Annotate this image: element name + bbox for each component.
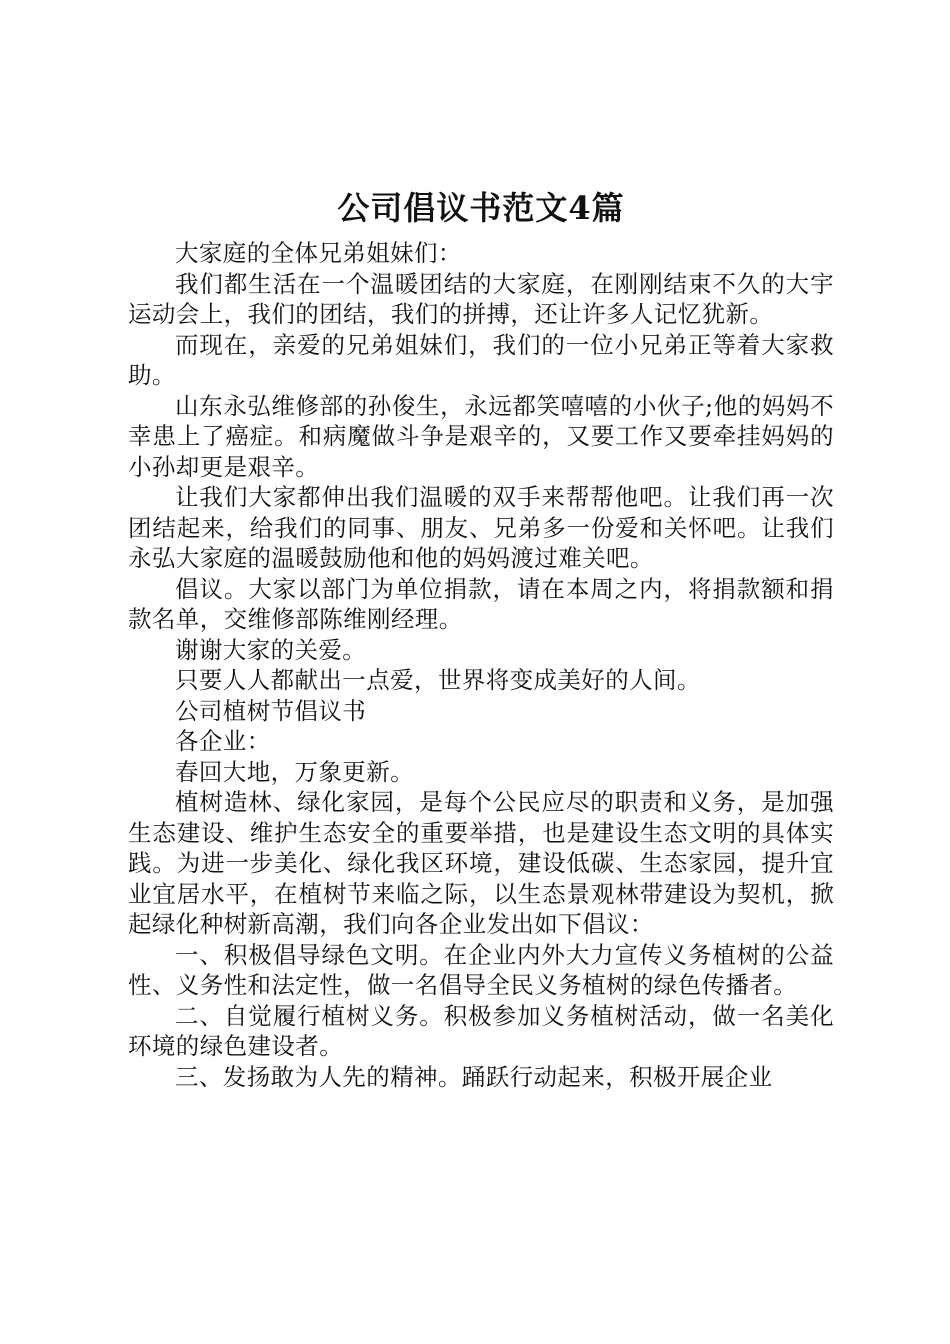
paragraph: 让我们大家都伸出我们温暖的双手来帮帮他吧。让我们再一次团结起来，给我们的同事、朋友、兄弟多一份爱和关怀吧。让我们永弘大家庭的温暖鼓励他和他的妈妈渡过难关吧。: [128, 483, 834, 572]
document-body: [128, 238, 834, 1092]
paragraph: 我们都生活在一个温暖团结的大家庭，在刚刚结束不久的大宇运动会上，我们的团结，我们的拼搏，还让许多人记忆犹新。: [128, 269, 834, 328]
paragraph: 只要人人都献出一点爱，世界将变成美好的人间。: [175, 666, 701, 694]
paragraph: 山东永弘维修部的孙俊生，永远都笑嘻嘻的小伙子;他的妈妈不幸患上了癌症。和病魔做斗争是艰辛的，又要工作又要牵挂妈妈的小孙却更是艰辛。: [128, 391, 834, 481]
paragraph: 一、积极倡导绿色文明。在企业内外大力宣传义务植树的公益性、义务性和法定性，做一名倡导全民义务植树的绿色传播者。: [128, 940, 834, 999]
paragraph: 三、发扬敢为人先的精神。踊跃行动起来，积极开展企业: [175, 1062, 773, 1091]
paragraph: 二、自觉履行植树义务。积极参加义务植树活动，做一名美化环境的绿色建设者。: [128, 1001, 834, 1060]
section-heading: 公司植树节倡议书: [175, 696, 367, 725]
paragraph: 倡议。大家以部门为单位捐款，请在本周之内，将捐款额和捐款名单，交维修部陈维刚经理。: [128, 574, 834, 633]
paragraph: 春回大地，万象更新。: [175, 757, 414, 786]
paragraph-greeting: 大家庭的全体兄弟姐妹们：: [175, 239, 462, 267]
document-title: 公司倡议书范文4篇: [337, 189, 625, 227]
paragraph: 植树造林、绿化家园，是每个公民应尽的职责和义务，是加强生态建设、维护生态安全的重要举措，也是建设生态文明的具体实践。为进一步美化、绿化我区环境，建设低碳、生态家园，提升宜业宜居水平，在植树节来临之际，以生态景观林带建设为契机，掀起绿化种树新高潮，我们向各企业发出如下倡议：: [128, 788, 834, 938]
paragraph: 谢谢大家的关爱。: [175, 635, 367, 664]
paragraph: 而现在，亲爱的兄弟姐妹们，我们的一位小兄弟正等着大家救助。: [128, 330, 834, 389]
paragraph-greeting: 各企业：: [175, 727, 271, 755]
